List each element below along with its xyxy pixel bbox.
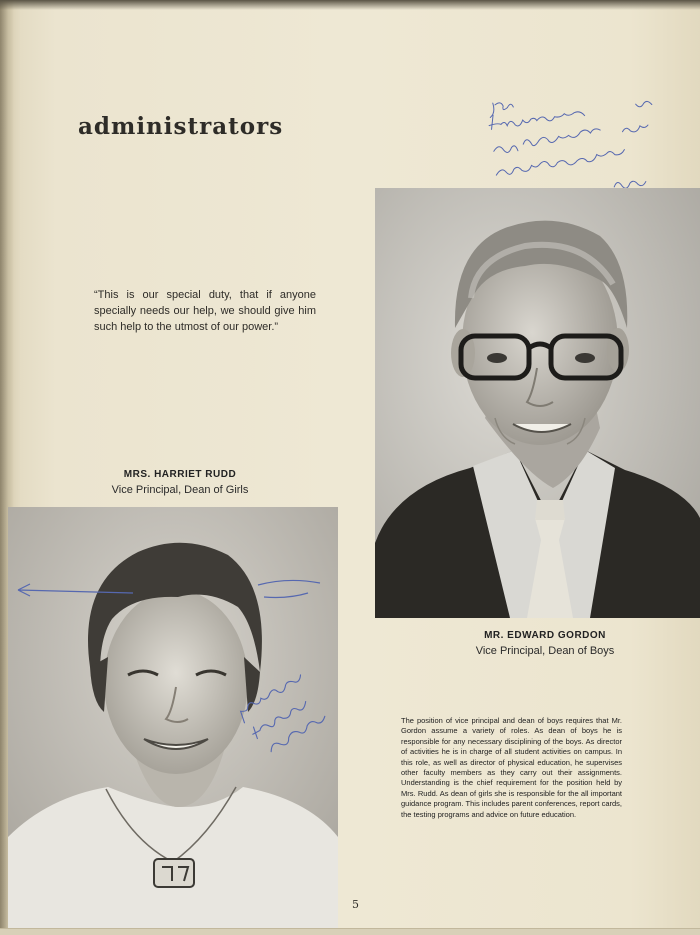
page-number: 5 <box>352 898 359 911</box>
page-bottom-edge <box>0 928 700 935</box>
rudd-portrait-photo-icon <box>8 507 338 935</box>
rudd-portrait-photo <box>8 507 338 935</box>
gordon-name: MR. EDWARD GORDON <box>484 630 606 641</box>
rudd-role: Vice Principal, Dean of Girls <box>111 484 249 496</box>
rudd-name: MRS. HARRIET RUDD <box>123 469 237 480</box>
page-heading: administrators <box>78 113 284 140</box>
gordon-portrait-photo-icon <box>375 188 700 618</box>
quote-text: “This is our special duty, that if anyone specially needs our help, we should give him such help to the utmost of our power.” <box>94 289 316 333</box>
gordon-role: Vice Principal, Dean of Boys <box>475 645 615 657</box>
gordon-portrait-photo <box>375 188 700 618</box>
description-text: The position of vice principal and dean of boys requires that Mr. Gordon assume a variety of roles. As dean of boys he is responsible for any necessary disciplining of the boys. As director of activities he is in charge of all student activities on campus. In this role, as well as director of physical education, he supervises other faculty members as they carry out their assignments. Understanding is the chief requirement for the position held by Mrs. Rudd. As dean of girls she is responsible for the all important guidance program. This includes parent conferences, report cards, the testing programs and advice on future education. <box>401 716 622 819</box>
page-top-shadow <box>0 0 700 10</box>
